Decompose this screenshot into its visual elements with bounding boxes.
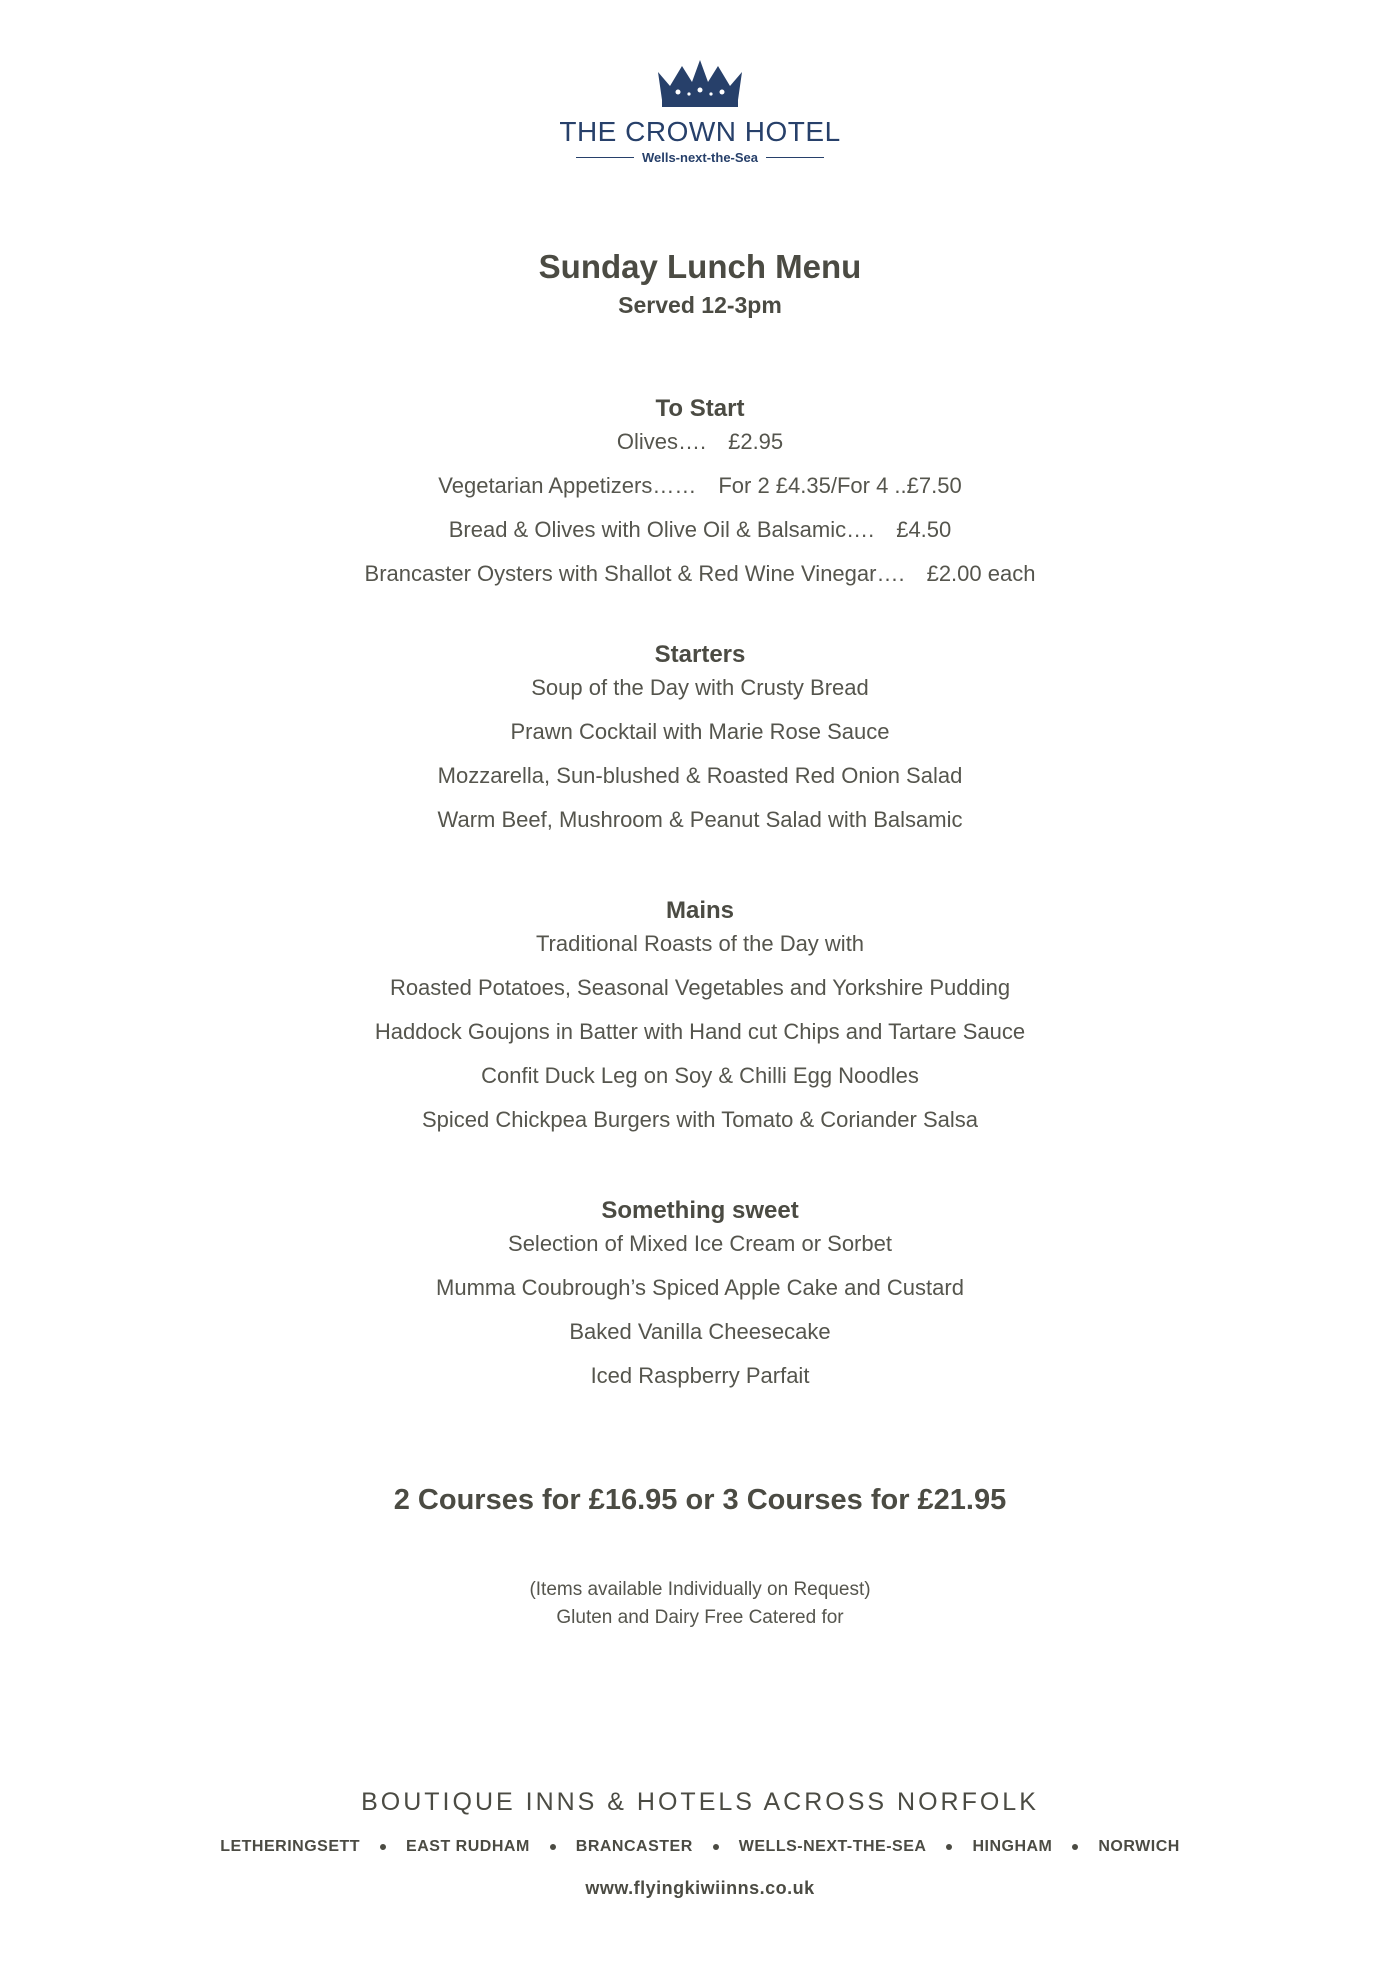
bullet-icon [550,1844,556,1850]
location-name: WELLS-NEXT-THE-SEA [738,1838,927,1855]
course-offer: 2 Courses for £16.95 or 3 Courses for £21.95 [393,1484,1007,1516]
location-name: HINGHAM [972,1838,1053,1855]
list-item: Spiced Chickpea Burgers with Tomato & Coriander Salsa [422,1107,978,1132]
footer-title: BOUTIQUE INNS & HOTELS ACROSS NORFOLK [361,1788,1039,1816]
list-item: Iced Raspberry Parfait [590,1363,810,1388]
location-name: NORWICH [1098,1838,1180,1855]
list-item: Mumma Coubrough’s Spiced Apple Cake and Custard [436,1275,964,1300]
hotel-logo [0,56,1400,165]
section-title: To Start [655,395,745,422]
item-price: £2.95 [728,429,784,454]
menu-title: Sunday Lunch Menu [538,248,862,285]
menu-served-time: Served 12-3pm [618,292,782,318]
footer-locations [0,1838,1400,1856]
section-title: Starters [654,641,746,668]
note-line: (Items available Individually on Request) [529,1579,871,1600]
list-item: Warm Beef, Mushroom & Peanut Salad with Balsamic [437,807,963,832]
hotel-name: THE CROWN HOTEL [559,116,841,147]
list-item [0,552,1400,596]
list-item [0,464,1400,508]
section-starters [0,640,1400,842]
bullet-icon [380,1844,386,1850]
item-name: Vegetarian Appetizers…… [438,473,697,498]
crown-icon [652,56,748,108]
hotel-location-text: Wells-next-the-Sea [641,150,759,165]
section-title: Something sweet [601,1197,799,1224]
list-item: Baked Vanilla Cheesecake [569,1319,831,1344]
list-item: Prawn Cocktail with Marie Rose Sauce [510,719,890,744]
bullet-icon [1072,1844,1078,1850]
list-item [0,428,1400,456]
section-mains [0,896,1400,1142]
hotel-location [0,150,1400,165]
item-name: Bread & Olives with Olive Oil & Balsamic…. [448,517,875,542]
list-item: Traditional Roasts of the Day with [535,931,865,956]
item-price: For 2 £4.35/For 4 ..£7.50 [718,473,962,498]
location-name: BRANCASTER [575,1838,693,1855]
list-item: Haddock Goujons in Batter with Hand cut Chips and Tartare Sauce [374,1019,1026,1044]
list-item: Soup of the Day with Crusty Bread [531,675,869,700]
item-name: Olives…. [616,429,707,454]
website-url: www.flyingkiwiinns.co.uk [585,1878,815,1898]
location-name: EAST RUDHAM [406,1838,530,1855]
item-name: Brancaster Oysters with Shallot & Red Wine Vinegar…. [364,561,905,586]
item-price: £2.00 each [926,561,1036,586]
list-item: Confit Duck Leg on Soy & Chilli Egg Noodles [481,1063,919,1088]
list-item: Mozzarella, Sun-blushed & Roasted Red Onion Salad [437,763,963,788]
location-name: LETHERINGSETT [220,1838,361,1855]
note-line: Gluten and Dairy Free Catered for [556,1607,844,1628]
section-something-sweet [0,1196,1400,1398]
item-price: £4.50 [896,517,952,542]
bullet-icon [946,1844,952,1850]
menu-notes [0,1576,1400,1632]
divider [766,157,824,158]
section-to-start [0,394,1400,596]
list-item [0,508,1400,552]
list-item: Selection of Mixed Ice Cream or Sorbet [508,1231,892,1256]
bullet-icon [713,1844,719,1850]
divider [576,157,634,158]
list-item: Roasted Potatoes, Seasonal Vegetables and Yorkshire Pudding [389,975,1011,1000]
section-title: Mains [665,897,734,924]
